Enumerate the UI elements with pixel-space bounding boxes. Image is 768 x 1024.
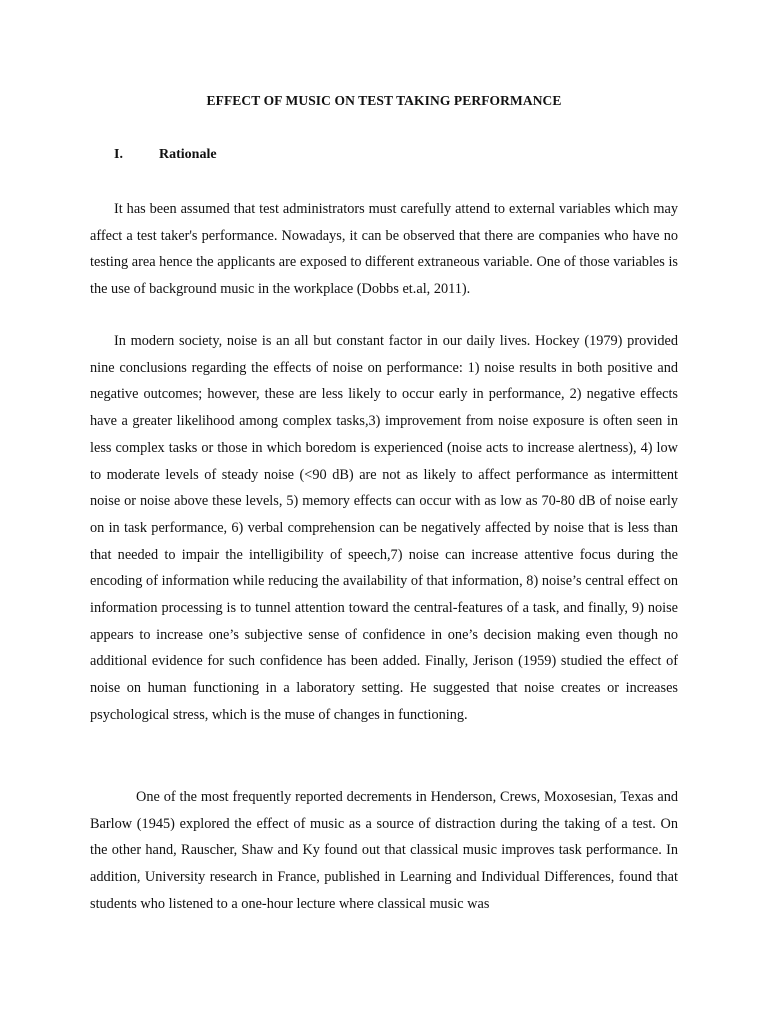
paragraph-2: In modern society, noise is an all but constant factor in our daily lives. Hockey (1979) provided nine conclusions regarding the effects of noise on performance: 1) noise results in both positive and negative outcomes; however, these are less likely to occur early in performance, 2) negative effects have a greater likelihood among complex tasks,3) improvement from noise exposure is often seen in less complex tasks or those in which boredom is experienced (noise acts to increase alertness), 4) low to moderate levels of steady noise (<90 dB) are not as likely to affect performance as intermittent noise or noise above these levels, 5) memory effects can occur with as low as 70-80 dB of noise early on in task performance, 6) verbal comprehension can be negatively affected by noise that is less than that needed to impair the intelligibility of speech,7) noise can increase attentive focus during the encoding of information while reducing the availability of that information, 8) noise’s central effect on information processing is to tunnel attention toward the central-features of a task, and finally, 9) noise appears to increase one’s subjective sense of confidence in one’s decision making even though no additional evidence for such confidence has been added. Finally, Jerison (1959) studied the effect of noise on human functioning in a laboratory setting. He suggested that noise creates or increases psychological stress, which is the muse of changes in functioning. (90, 333, 678, 723)
paragraph-3: One of the most frequently reported decrements in Henderson, Crews, Moxosesian, Texas and Barlow (1945) explored the effect of music as a source of distraction during the taking of a test. On the other hand, Rauscher, Shaw and Ky found out that classical music improves task performance. In addition, University research in France, published in Learning and Individual Differences, found that students who listened to a one-hour lecture where classical music was (90, 789, 678, 912)
section-heading (114, 147, 217, 163)
section-title: Rationale (159, 147, 217, 162)
paragraph-1: It has been assumed that test administrators must carefully attend to external variables which may affect a test taker's performance. Nowadays, it can be observed that there are companies who have no testing area hence the applicants are exposed to different extraneous variable. One of those variables is the use of background music in the workplace (Dobbs et.al, 2011). (90, 201, 678, 298)
section-number: I. (114, 147, 123, 162)
document-title: EFFECT OF MUSIC ON TEST TAKING PERFORMANCE (206, 93, 562, 108)
